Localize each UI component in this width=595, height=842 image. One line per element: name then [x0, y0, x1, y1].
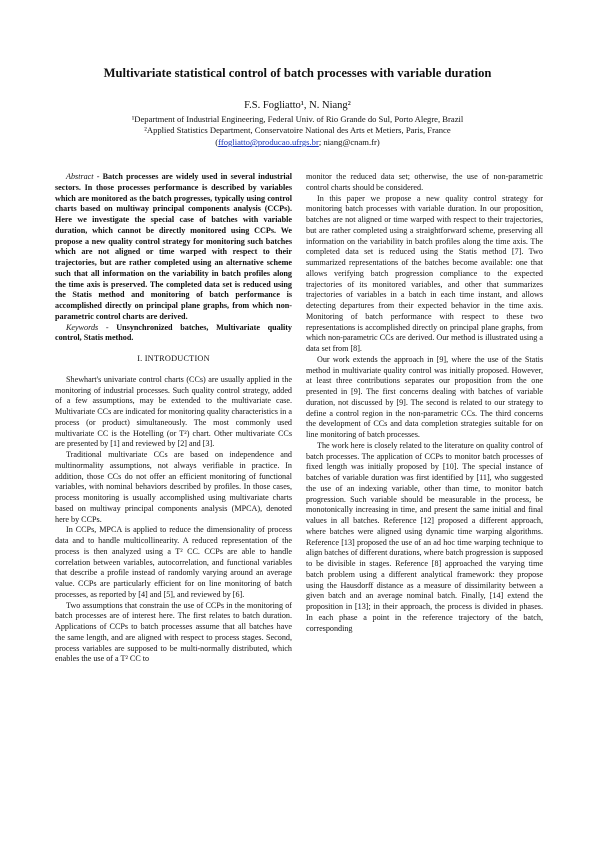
author-emails — [0, 137, 595, 149]
abstract-text: Batch processes are widely used in several industrial sectors. In those processes performance is described by variables which are monitored as the batch progresses, typically using control charts based on multiway principal components analysis (CCPs). Here we investigate the special case of batches with variable duration, which cannot be directly monitored using CCPs. We propose a new quality control strategy for monitoring such batches which are not aligned or time warped with respect to their trajectories, but are rather completed using an alternative scheme such that all information on the variability in batch profiles along the time axis is preserved. The completed data set is reduced using the Statis method and monitoring of batch performance is accomplished directly on principal plane graphs, from which non-parametric control charts are derived. — [55, 172, 293, 321]
left-paragraph-4: Two assumptions that constrain the use of CCPs in the monitoring of batch processes are of interest here. The first relates to batch duration. Applications of CCPs to batch processes assume that all batches have the same length, and are aligned with respect to process stages. Second, process variables are supposed to be multi-normally distributed, which enables the use of a T² CC to — [55, 600, 292, 664]
abstract — [55, 172, 292, 323]
paper-title: Multivariate statistical control of batch processes with variable duration — [103, 66, 492, 80]
left-paragraph-1: Shewhart's univariate control charts (CCs) are usually applied in the monitoring of industrial processes. Such quality control strategy, added of a few assumptions, may be extended to the multivariate case. Multivariate CCs are indicated for monitoring quality characteristics in a process (or product) simultaneously. The most commonly used multivariate CC is the Hotelling (or T²) chart. Other multivariate CCs are presented by [1] and reviewed by [2] and [3]. — [55, 374, 292, 449]
left-paragraph-3: In CCPs, MPCA is applied to reduce the dimensionality of process data and to handle multicollinearity. A reduced representation of the process is then analyzed using a T² CC. CCPs are able to handle correlation between variables, autocorrelation, and functional variables that describe a profile instead of randomly varying around an average value. CCPs are particularly efficient for on line monitoring of batch processes, as reported by [4] and [5], and reviewed by [6]. — [55, 525, 292, 599]
keywords-text: Unsynchronized batches, Multivariate quality control, Statis method. — [55, 322, 292, 343]
email-rest: ; niang@cnam.fr) — [318, 137, 380, 147]
left-column — [55, 172, 292, 665]
right-paragraph-3: Our work extends the approach in [9], where the use of the Statis method in multivariate quality control was initially proposed. However, at least three contributions separates our proposition from the one presented in [9]. The first concerns dealing with batches of variable duration, not discussed by [9]. The second is related to our strategy to define a control region in the non-parametric CCs. The third concerns the development of CCs and data completion strategies suitable for on line monitoring of batch processes. — [306, 354, 543, 439]
affiliation-2: ²Applied Statistics Department, Conservatoire National des Arts et Metiers, Paris, France — [144, 125, 451, 135]
right-paragraph-4: The work here is closely related to the literature on quality control of batch processes. The application of CCPs to monitor batch processes of fixed length was initially proposed by [10]. The special instance of batches of variable duration was first identified by [11], who suggested the use of an indexing variable, other than time, to monitor batch progression. Such variable should be measurable in the process, be monotonically increasing in time, and present the same initial and final values in all batches. Reference [12] proposed a different approach, where batches were aligned using dynamic time warping algorithms. Reference [13] proposed the use of an ad hoc time warping technique to align batches of different durations, where batch progression is supposed to be divisible in stages. Reference [8] approached the varying time batch problem using a different analytical framework: they propose using the Hausdorff distance as a measure of dissimilarity between a given batch and an average nominal batch. Finally, [14] extend the proposition in [13]; in their approach, the process is divided in phases. In each phase a point in the reference trajectory of the batch, corresponding — [306, 440, 543, 633]
email-open-paren: ( — [215, 137, 219, 147]
right-column — [306, 172, 543, 634]
left-paragraph-2: Traditional multivariate CCs are based on independence and multinormality assumptions, not always verifiable in practice. In addition, those CCs do not offer an efficient monitoring of functional variables, with nominal behaviors described by profiles. In those cases, process monitoring is usually accomplished using multivariate charts based on multiway principal components analysis (MPCA), denoted here by CCPs. — [55, 450, 292, 524]
email-link-fogliatto[interactable]: ffogliatto@producao.ufrgs.br — [218, 137, 319, 147]
right-paragraph-1: monitor the reduced data set; otherwise, the use of non-parametric control charts should be considered. — [306, 172, 543, 192]
section-heading-introduction: I. INTRODUCTION — [137, 354, 210, 363]
keywords — [55, 323, 292, 345]
affiliation-1: ¹Department of Industrial Engineering, Federal Univ. of Rio Grande do Sul, Porto Alegre, Brazil — [131, 114, 464, 124]
authors: F.S. Fogliatto¹, N. Niang² — [244, 100, 351, 111]
right-paragraph-2: In this paper we propose a new quality control strategy for monitoring batch processes with variable duration. In our proposition, batches are not aligned or time warped with respect to their trajectories, but are rather completed using a straightforward scheme, preserving all information on the variability in batch profiles along the time axis. The completed data set is reduced using the Statis method [7]. Two summarized representations of the batches become available: one that allows verifying batch progression compliance to the expected trajectories of its monitored variables, and other that summarizes trajectories of variables in a batch in each time instant, and allows detecting departures from their expected behavior in the time axis. Monitoring of batch performance with respect to these two representations is accomplished directly on principal plane graphs, from which non-parametric CCs are derived. Our method is illustrated using a data set from [8]. — [306, 193, 543, 353]
keywords-label: Keywords - — [66, 322, 109, 332]
abstract-label: Abstract - — [66, 172, 100, 181]
